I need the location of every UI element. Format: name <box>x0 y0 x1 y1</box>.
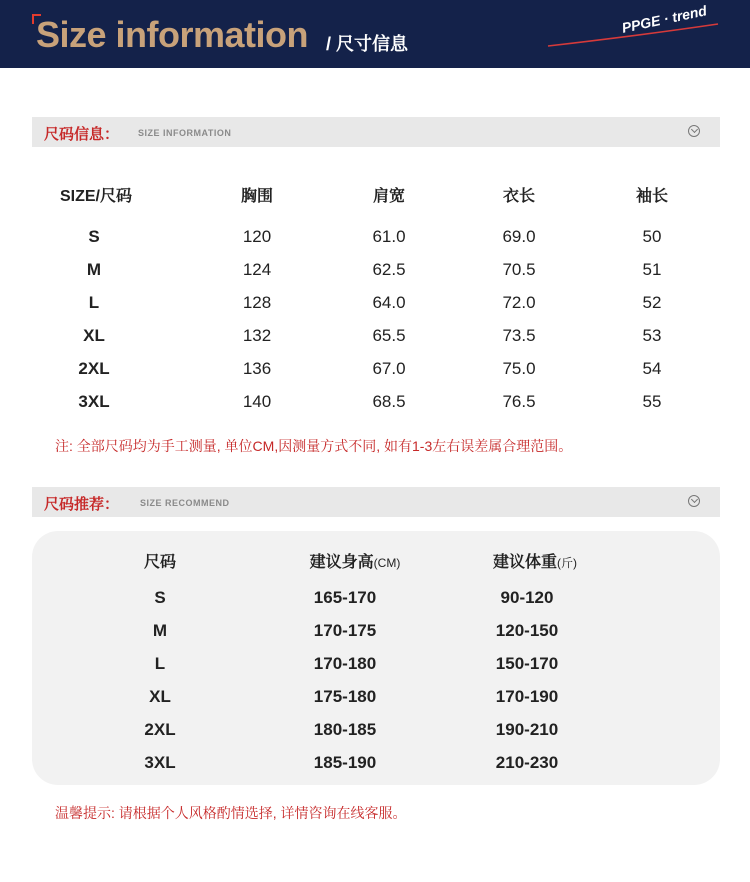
table-cell: L <box>88 293 100 312</box>
table-cell: 68.5 <box>372 392 406 411</box>
table-cell: 52 <box>642 293 662 312</box>
table-cell: S <box>88 227 100 246</box>
measurement-note: 注: 全部尺码均为手工测量, 单位CM,因测量方式不同, 如有1-3左右误差属合理范围。 <box>55 438 573 454</box>
table-cell: 150-170 <box>495 654 559 673</box>
size-recommend-subtitle: SIZE RECOMMEND <box>140 498 230 508</box>
header-banner <box>0 0 750 68</box>
table-cell: 190-210 <box>495 720 559 739</box>
table-cell: 76.5 <box>502 392 536 411</box>
size-info-subtitle: SIZE INFORMATION <box>138 128 232 138</box>
tip-text: 温馨提示: 请根据个人风格酌情选择, 详情咨询在线客服。 <box>55 805 407 821</box>
table-cell: M <box>86 260 102 279</box>
table-cell: 50 <box>642 227 662 246</box>
table-cell: 54 <box>642 359 662 378</box>
table-cell: 124 <box>242 260 272 279</box>
table-cell: 75.0 <box>502 359 536 378</box>
table-cell: 69.0 <box>502 227 536 246</box>
table-cell: 2XL <box>78 359 110 378</box>
table-cell: 73.5 <box>502 326 536 345</box>
table-cell: 67.0 <box>372 359 406 378</box>
table-cell: L <box>154 654 166 673</box>
size-table-header: 肩宽 <box>372 188 405 205</box>
size-recommend-section-bar[interactable] <box>32 487 720 517</box>
table-cell: 64.0 <box>372 293 406 312</box>
table-cell: 136 <box>242 359 272 378</box>
size-table-header: 胸围 <box>240 188 273 205</box>
table-cell: 62.5 <box>372 260 406 279</box>
table-cell: 61.0 <box>372 227 406 246</box>
table-cell: S <box>154 588 166 607</box>
size-table-header: 袖长 <box>635 188 668 205</box>
table-cell: XL <box>149 687 171 706</box>
banner-subtitle: / 尺寸信息 <box>326 34 409 54</box>
table-cell: 170-180 <box>313 654 377 673</box>
table-cell: 128 <box>242 293 272 312</box>
size-table-header: SIZE/尺码 <box>59 188 132 205</box>
recommend-header: 尺码 <box>143 554 176 571</box>
table-cell: 120-150 <box>495 621 559 640</box>
recommend-header: 建议体重(斤) <box>492 554 577 571</box>
table-cell: 3XL <box>144 753 176 772</box>
size-info-title: 尺码信息： <box>44 126 120 143</box>
table-cell: 120 <box>242 227 272 246</box>
recommend-header: 建议身高(CM) <box>309 554 401 571</box>
table-cell: 185-190 <box>313 753 377 772</box>
size-recommend-title: 尺码推荐： <box>44 496 120 513</box>
table-cell: M <box>152 621 168 640</box>
table-cell: 3XL <box>78 392 110 411</box>
table-cell: 70.5 <box>502 260 536 279</box>
table-cell: 132 <box>242 326 272 345</box>
table-cell: 170-190 <box>495 687 559 706</box>
table-cell: 140 <box>242 392 272 411</box>
chevron-down-icon[interactable] <box>688 495 700 507</box>
table-cell: 2XL <box>144 720 176 739</box>
table-cell: 53 <box>642 326 662 345</box>
table-cell: 55 <box>642 392 662 411</box>
table-cell: 210-230 <box>495 753 559 772</box>
table-cell: 72.0 <box>502 293 536 312</box>
banner-title: Size information <box>36 14 309 55</box>
table-cell: 165-170 <box>313 588 377 607</box>
table-cell: 90-120 <box>500 588 554 607</box>
table-cell: 175-180 <box>313 687 377 706</box>
brand-logo: PPGE · trend <box>620 2 709 36</box>
table-cell: 180-185 <box>313 720 377 739</box>
table-cell: 170-175 <box>313 621 377 640</box>
table-cell: 51 <box>642 260 662 279</box>
size-info-section-bar[interactable] <box>32 117 720 147</box>
table-cell: XL <box>83 326 105 345</box>
chevron-down-icon[interactable] <box>688 125 700 137</box>
size-table-header: 衣长 <box>502 188 535 205</box>
table-cell: 65.5 <box>372 326 406 345</box>
